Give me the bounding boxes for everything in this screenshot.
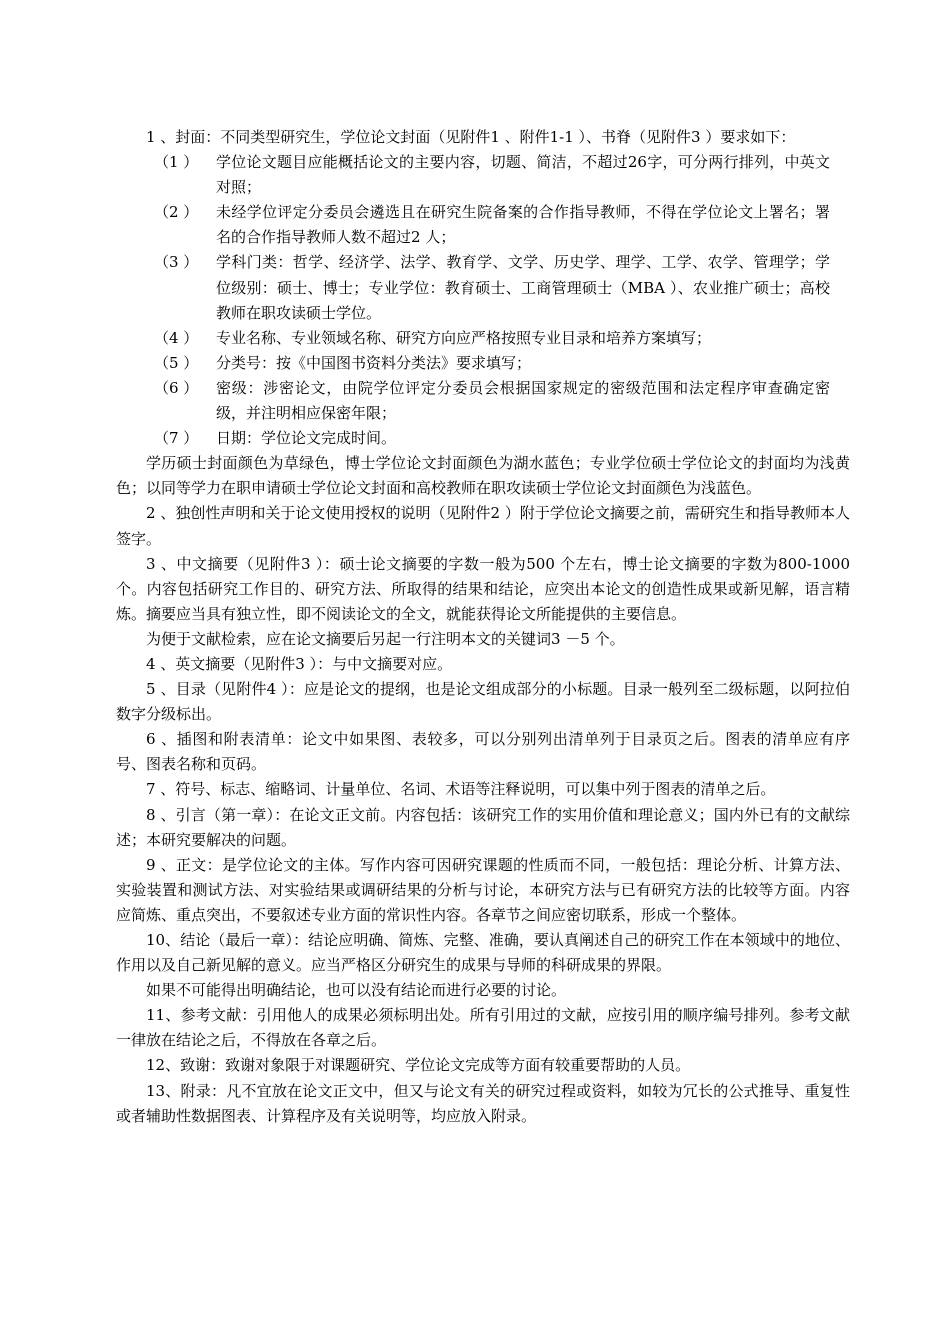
section-12-acknowledgements: 12、致谢：致谢对象限于对课题研究、学位论文完成等方面有较重要帮助的人员。: [146, 1056, 691, 1075]
list-item-text: 专业名称、专业领域名称、研究方向应严格按照专业目录和培养方案填写；: [216, 328, 712, 347]
list-item-text: 未经学位评定分委员会遴选且在研究生院备案的合作指导教师，不得在学位论文上署名；署名的合作指导教师人数不超过2 人；: [216, 203, 830, 247]
list-item-number: （5 ）: [154, 353, 199, 372]
section-3-chinese-abstract: 3 、中文摘要（见附件3 ）：硕士论文摘要的字数一般为500 个左右，博士论文摘要的字数为800-1000个。内容包括研究工作目的、研究方法、所取得的结果和结论，应突出本论文的创造性成果或新见解，语言精炼。摘要应当具有独立性，即不阅读论文的全文，就能获得论文所能提供的主要信息。: [116, 554, 850, 623]
list-item-text: 学科门类：哲学、经济学、法学、教育学、文学、历史学、理学、工学、农学、管理学；学位级别：硕士、博士；专业学位：教育硕士、工商管理硕士（MBA ）、农业推广硕士；高校教师在职攻读硕士学位。: [216, 253, 830, 322]
section-11-references: 11、参考文献：引用他人的成果必须标明出处。所有引用过的文献，应按引用的顺序编号排列。参考文献一律放在结论之后，不得放在各章之后。: [116, 1006, 850, 1050]
list-item: [116, 326, 850, 351]
section-5-table-of-contents: 5 、目录（见附件4 ）：应是论文的提纲，也是论文组成部分的小标题。目录一般列至二级标题，以阿拉伯数字分级标出。: [116, 680, 850, 724]
section-2-declaration: 2 、独创性声明和关于论文使用授权的说明（见附件2 ）附于学位论文摘要之前，需研究生和指导教师本人签字。: [116, 504, 850, 548]
list-item-number: （2 ）: [154, 203, 199, 222]
list-item-text: 分类号：按《中国图书资料分类法》要求填写；: [216, 353, 532, 372]
list-item: [116, 200, 850, 250]
conclusion-note: 如果不可能得出明确结论，也可以没有结论而进行必要的讨论。: [146, 981, 567, 1000]
cover-color-note: 学历硕士封面颜色为草绿色，博士学位论文封面颜色为湖水蓝色；专业学位硕士学位论文的封面均为浅黄色；以同等学力在职申请硕士学位论文封面和高校教师在职攻读硕士学位论文封面颜色为浅蓝色。: [116, 454, 850, 498]
section-6-figure-table-lists: 6 、插图和附表清单：论文中如果图、表较多，可以分别列出清单列于目录页之后。图表的清单应有序号、图表名称和页码。: [116, 730, 850, 774]
list-item-text: 日期：学位论文完成时间。: [216, 429, 397, 448]
section-13-appendix: 13、附录：凡不宜放在论文正文中，但又与论文有关的研究过程或资料，如较为冗长的公式推导、重复性或者辅助性数据图表、计算程序及有关说明等，均应放入附录。: [116, 1081, 850, 1125]
section-8-introduction: 8 、引言（第一章）：在论文正文前。内容包括：该研究工作的实用价值和理论意义；国内外已有的文献综述；本研究要解决的问题。: [116, 805, 850, 849]
list-item-number: （7 ）: [154, 429, 199, 448]
section-4-english-abstract: 4 、英文摘要（见附件3 ）：与中文摘要对应。: [146, 654, 453, 673]
list-item: [116, 426, 850, 451]
list-item-text: 密级：涉密论文，由院学位评定分委员会根据国家规定的密级范围和法定程序审查确定密级，并注明相应保密年限；: [216, 378, 830, 423]
list-item: [116, 351, 850, 376]
section-10-conclusion: 10、结论（最后一章）：结论应明确、简炼、完整、准确，要认真阐述自己的研究工作在本领域中的地位、作用以及自己新见解的意义。应当严格区分研究生的成果与导师的科研成果的界限。: [116, 931, 850, 975]
list-item-number: （6 ）: [154, 378, 199, 397]
list-item: [116, 250, 850, 325]
list-item: [116, 150, 850, 200]
list-item-number: （3 ）: [154, 253, 199, 272]
keywords-note: 为便于文献检索，应在论文摘要后另起一行注明本文的关键词3 －5 个。: [146, 629, 625, 648]
cover-requirements-list: [116, 150, 850, 451]
list-item: [116, 376, 850, 426]
section-9-main-body: 9 、正文：是学位论文的主体。写作内容可因研究课题的性质而不同，一般包括：理论分析、计算方法、实验装置和测试方法、对实验结果或调研结果的分析与讨论，本研究方法与已有研究方法的比较等方面。内容应简炼、重点突出，不要叙述专业方面的常识性内容。各章节之间应密切联系，形成一个整体。: [116, 855, 850, 924]
list-item-number: （4 ）: [154, 328, 199, 347]
section-7-symbols: 7 、符号、标志、缩略词、计量单位、名词、术语等注释说明，可以集中列于图表的清单之后。: [146, 780, 776, 799]
list-item-number: （1 ）: [154, 153, 199, 172]
list-item-text: 学位论文题目应能概括论文的主要内容，切题、简洁，不超过26字，可分两行排列，中英文对照；: [216, 153, 830, 197]
section-1-intro: 1 、封面：不同类型研究生，学位论文封面（见附件1 、附件1-1 ）、书脊（见附件3 ）要求如下：: [146, 128, 796, 146]
document-page: [116, 125, 850, 1129]
